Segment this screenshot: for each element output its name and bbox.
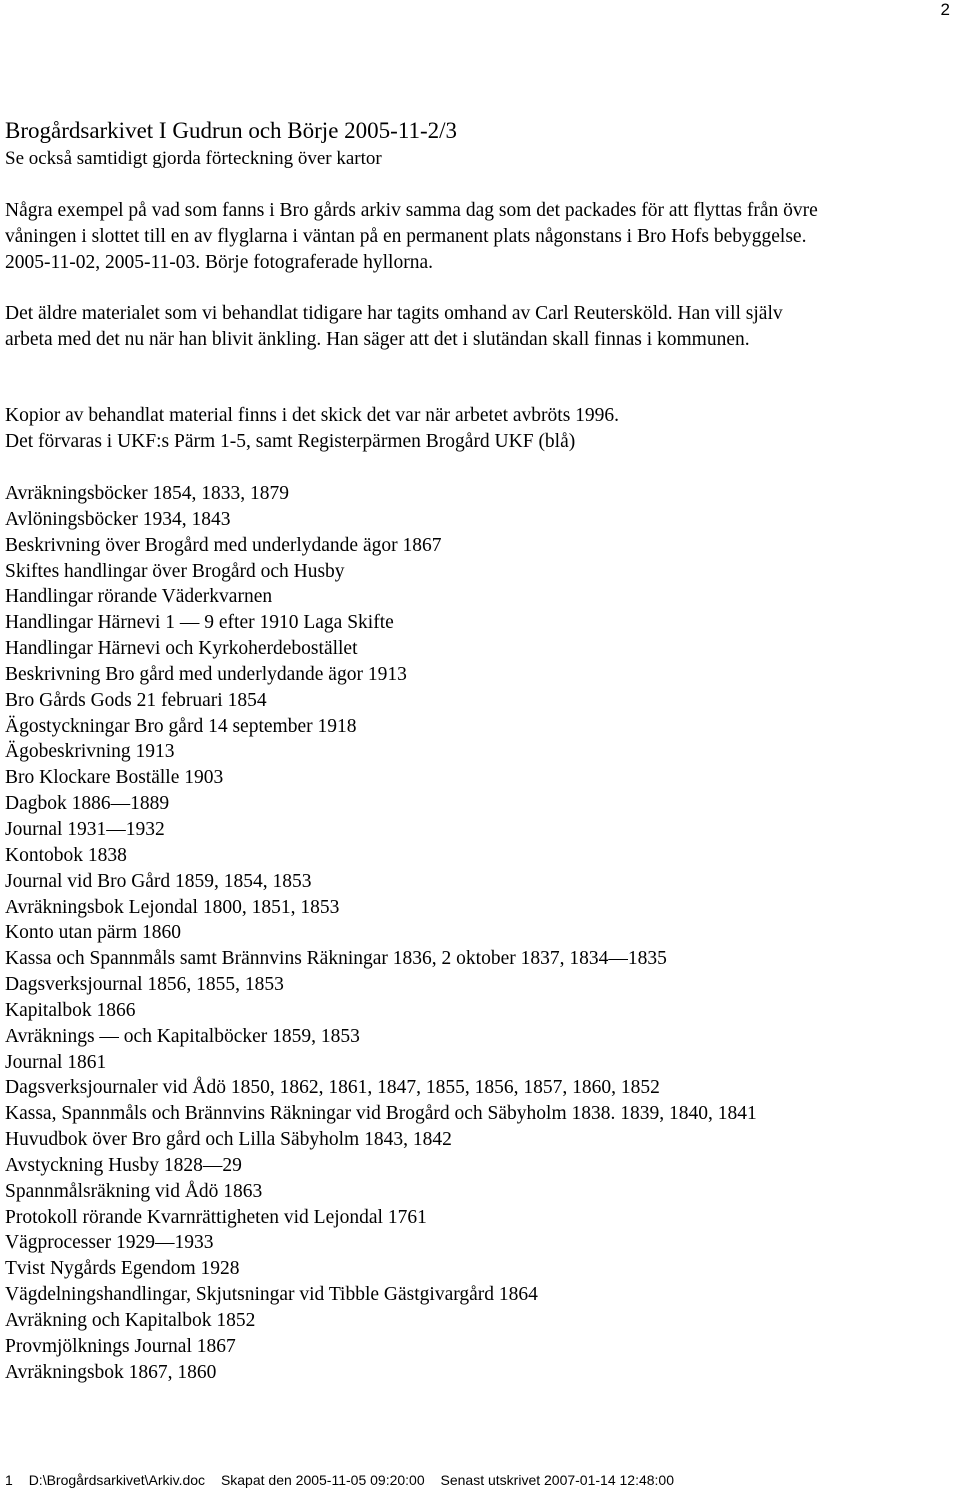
- list-item: Kapitalbok 1866: [5, 999, 136, 1021]
- list-item: Konto utan pärm 1860: [5, 922, 182, 944]
- list-item: Kassa, Spannmåls och Brännvins Räkningar vid Brogård och Säbyholm 1838. 1839, 1840, 1841: [5, 1103, 757, 1125]
- list-item: Skiftes handlingar över Brogård och Husby: [5, 560, 345, 582]
- list-item: Beskrivning Bro gård med underlydande ägor 1913: [5, 663, 407, 685]
- list-item: Handlingar Härnevi 1 — 9 efter 1910 Laga Skifte: [5, 612, 394, 634]
- footer-printed: Senast utskrivet 2007-01-14 12:48:00: [440, 1472, 675, 1488]
- footer-number: 1: [5, 1472, 13, 1488]
- document-title: Brogårdsarkivet I Gudrun och Börje 2005-11-2/3: [5, 118, 458, 143]
- list-item: Avräknings — och Kapitalböcker 1859, 1853: [5, 1025, 360, 1047]
- document-subtitle: Se också samtidigt gjorda förteckning över kartor: [5, 148, 382, 169]
- list-item: Vägprocesser 1929—1933: [5, 1232, 214, 1254]
- list-item: Spannmålsräkning vid Ådö 1863: [5, 1180, 263, 1202]
- list-item: Avlöningsböcker 1934, 1843: [5, 508, 231, 530]
- list-item: Dagsverksjournal 1856, 1855, 1853: [5, 974, 284, 996]
- list-item: Provmjölknings Journal 1867: [5, 1335, 236, 1357]
- list-item: Kontobok 1838: [5, 844, 127, 866]
- list-item: Protokoll rörande Kvarnrättigheten vid Lejondal 1761: [5, 1206, 427, 1228]
- copies-line-2: Det förvaras i UKF:s Pärm 1-5, samt Registerpärmen Brogård UKF (blå): [5, 431, 576, 452]
- page-footer: [5, 1471, 686, 1489]
- list-item: Dagsverksjournaler vid Ådö 1850, 1862, 1861, 1847, 1855, 1856, 1857, 1860, 1852: [5, 1077, 660, 1099]
- page-number: 2: [940, 0, 950, 19]
- archive-item-list: [5, 481, 885, 1386]
- list-item: Avstyckning Husby 1828—29: [5, 1154, 242, 1176]
- list-item: Huvudbok över Bro gård och Lilla Säbyholm 1843, 1842: [5, 1129, 452, 1151]
- footer-created: Skapat den 2005-11-05 09:20:00: [220, 1472, 425, 1488]
- copies-line-1: Kopior av behandlat material finns i det skick det var när arbetet avbröts 1996.: [5, 405, 620, 426]
- list-item: Avräkningsbok Lejondal 1800, 1851, 1853: [5, 896, 340, 918]
- list-item: Avräkningsböcker 1854, 1833, 1879: [5, 483, 289, 504]
- list-item: Journal 1861: [5, 1051, 107, 1073]
- list-item: Tvist Nygårds Egendom 1928: [5, 1258, 240, 1280]
- list-item: Handlingar Härnevi och Kyrkoherdebostället: [5, 638, 358, 660]
- list-item: Bro Gårds Gods 21 februari 1854: [5, 689, 267, 711]
- list-item: Ägostyckningar Bro gård 14 september 1918: [5, 715, 357, 737]
- intro-paragraph: Några exempel på vad som fanns i Bro gårds arkiv samma dag som det packades för att flyttas från övre våningen i slottet till en av flyglarna i väntan på en permanent plats någonstans i Bro Hofs bebyggelse. 2005-11-02, 2005-11-03. Börje fotograferade hyllorna.: [5, 200, 818, 273]
- footer-file-path: D:\Brogårdsarkivet\Arkiv.doc: [28, 1472, 206, 1488]
- list-item: Handlingar rörande Väderkvarnen: [5, 586, 273, 608]
- list-item: Kassa och Spannmåls samt Brännvins Räkningar 1836, 2 oktober 1837, 1834—1835: [5, 948, 667, 970]
- list-item: Journal vid Bro Gård 1859, 1854, 1853: [5, 870, 312, 892]
- list-item: Ägobeskrivning 1913: [5, 741, 175, 763]
- list-item: Beskrivning över Brogård med underlydande ägor 1867: [5, 534, 442, 556]
- list-item: Avräkning och Kapitalbok 1852: [5, 1310, 256, 1331]
- copies-paragraph: [5, 403, 885, 455]
- list-item: Vägdelningshandlingar, Skjutsningar vid Tibble Gästgivargård 1864: [5, 1284, 538, 1306]
- list-item: Dagbok 1886—1889: [5, 793, 170, 815]
- reuterskold-paragraph: Det äldre materialet som vi behandlat tidigare har tagits omhand av Carl Reutersköld. Han vill själv arbeta med det nu när han blivit änkling. Han säger att det i slutändan skall finnas i kommunen.: [5, 303, 783, 350]
- list-item: Journal 1931—1932: [5, 818, 165, 840]
- list-item: Avräkningsbok 1867, 1860: [5, 1361, 217, 1383]
- list-item: Bro Klockare Boställe 1903: [5, 767, 224, 789]
